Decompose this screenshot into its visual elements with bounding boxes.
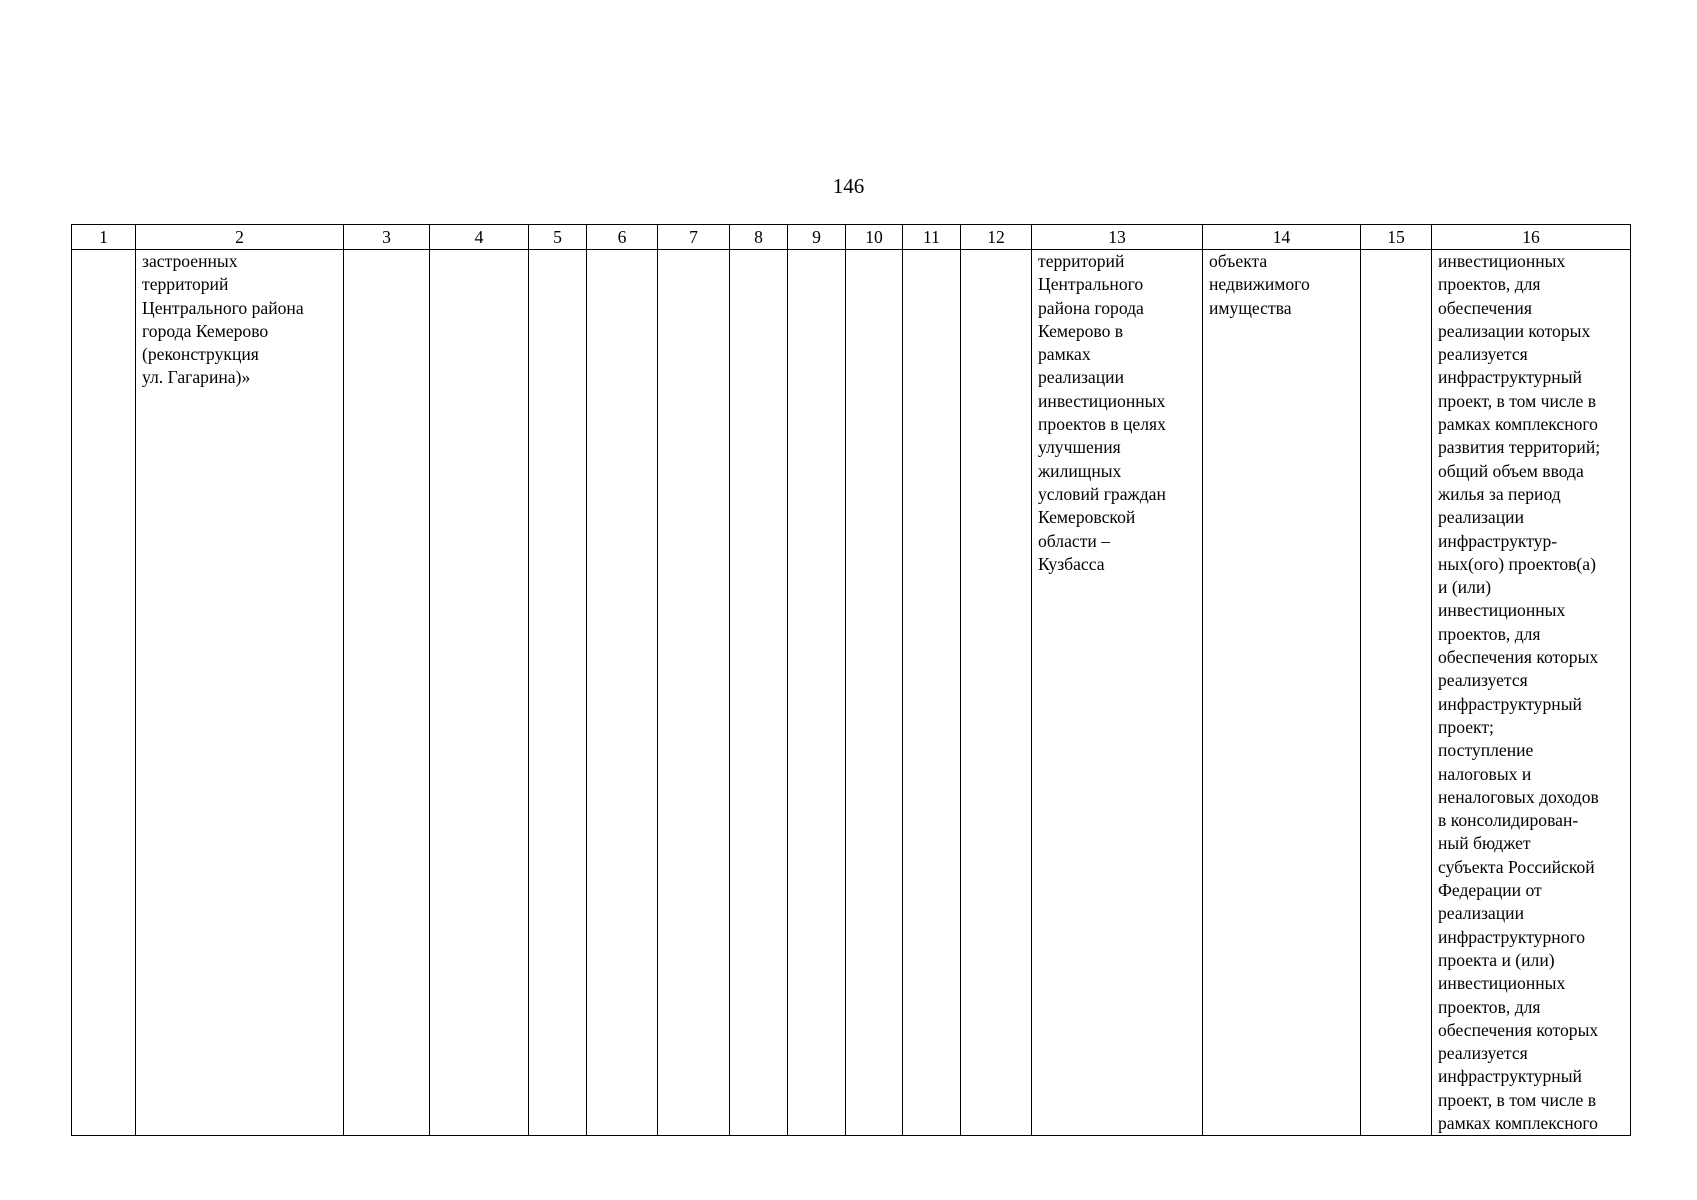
column-header-1: 1 — [72, 225, 136, 250]
column-header-10: 10 — [846, 225, 903, 250]
cell-col-15 — [1361, 250, 1432, 1136]
cell-col-8 — [730, 250, 788, 1136]
cell-col-1 — [72, 250, 136, 1136]
column-header-2: 2 — [136, 225, 344, 250]
data-table — [71, 224, 1631, 1136]
cell-col-11 — [903, 250, 961, 1136]
column-header-3: 3 — [344, 225, 430, 250]
column-header-4: 4 — [430, 225, 529, 250]
cell-text: застроенных территорий Центрального района города Кемерово (реконструкция ул. Гагарина)» — [142, 251, 304, 388]
cell-col-3 — [344, 250, 430, 1136]
cell-col-16 — [1432, 250, 1631, 1136]
cell-col-4 — [430, 250, 529, 1136]
column-header-16: 16 — [1432, 225, 1631, 250]
column-header-15: 15 — [1361, 225, 1432, 250]
table-header-row — [72, 225, 1631, 250]
page-number: 146 — [832, 174, 865, 198]
cell-col-5 — [529, 250, 587, 1136]
cell-text: инвестиционных проектов, для обеспечения реализации которых реализуется инфраструктурный проект, в том числе в рамках комплексного развития территорий; общий объем ввода жилья за период реализации инфраструктур- ных(ого) проектов(а) и (или) инвестиционных проектов, для обеспечения которых реализуется инфраструктурный проект; поступление налоговых и неналоговых доходов в консолидирован- ный бюджет субъекта Российской Федерации от реализации инфраструктурного проекта и (или) инвестиционных проектов, для обеспечения которых реализуется инфраструктурный проект, в том числе в рамках комплексного — [1438, 251, 1601, 1133]
table-row — [72, 250, 1631, 1136]
column-header-7: 7 — [658, 225, 730, 250]
cell-col-13 — [1032, 250, 1203, 1136]
cell-col-7 — [658, 250, 730, 1136]
cell-text: территорий Центрального района города Кемерово в рамках реализации инвестиционных проектов в целях улучшения жилищных условий граждан Кемеровской области – Кузбасса — [1038, 251, 1166, 574]
column-header-6: 6 — [587, 225, 658, 250]
cell-col-14 — [1203, 250, 1361, 1136]
column-header-12: 12 — [961, 225, 1032, 250]
column-header-14: 14 — [1203, 225, 1361, 250]
column-header-11: 11 — [903, 225, 961, 250]
cell-text: объекта недвижимого имущества — [1209, 251, 1310, 318]
column-header-13: 13 — [1032, 225, 1203, 250]
cell-col-9 — [788, 250, 846, 1136]
cell-col-12 — [961, 250, 1032, 1136]
column-header-5: 5 — [529, 225, 587, 250]
column-header-9: 9 — [788, 225, 846, 250]
cell-col-10 — [846, 250, 903, 1136]
cell-col-2 — [136, 250, 344, 1136]
column-header-8: 8 — [730, 225, 788, 250]
cell-col-6 — [587, 250, 658, 1136]
